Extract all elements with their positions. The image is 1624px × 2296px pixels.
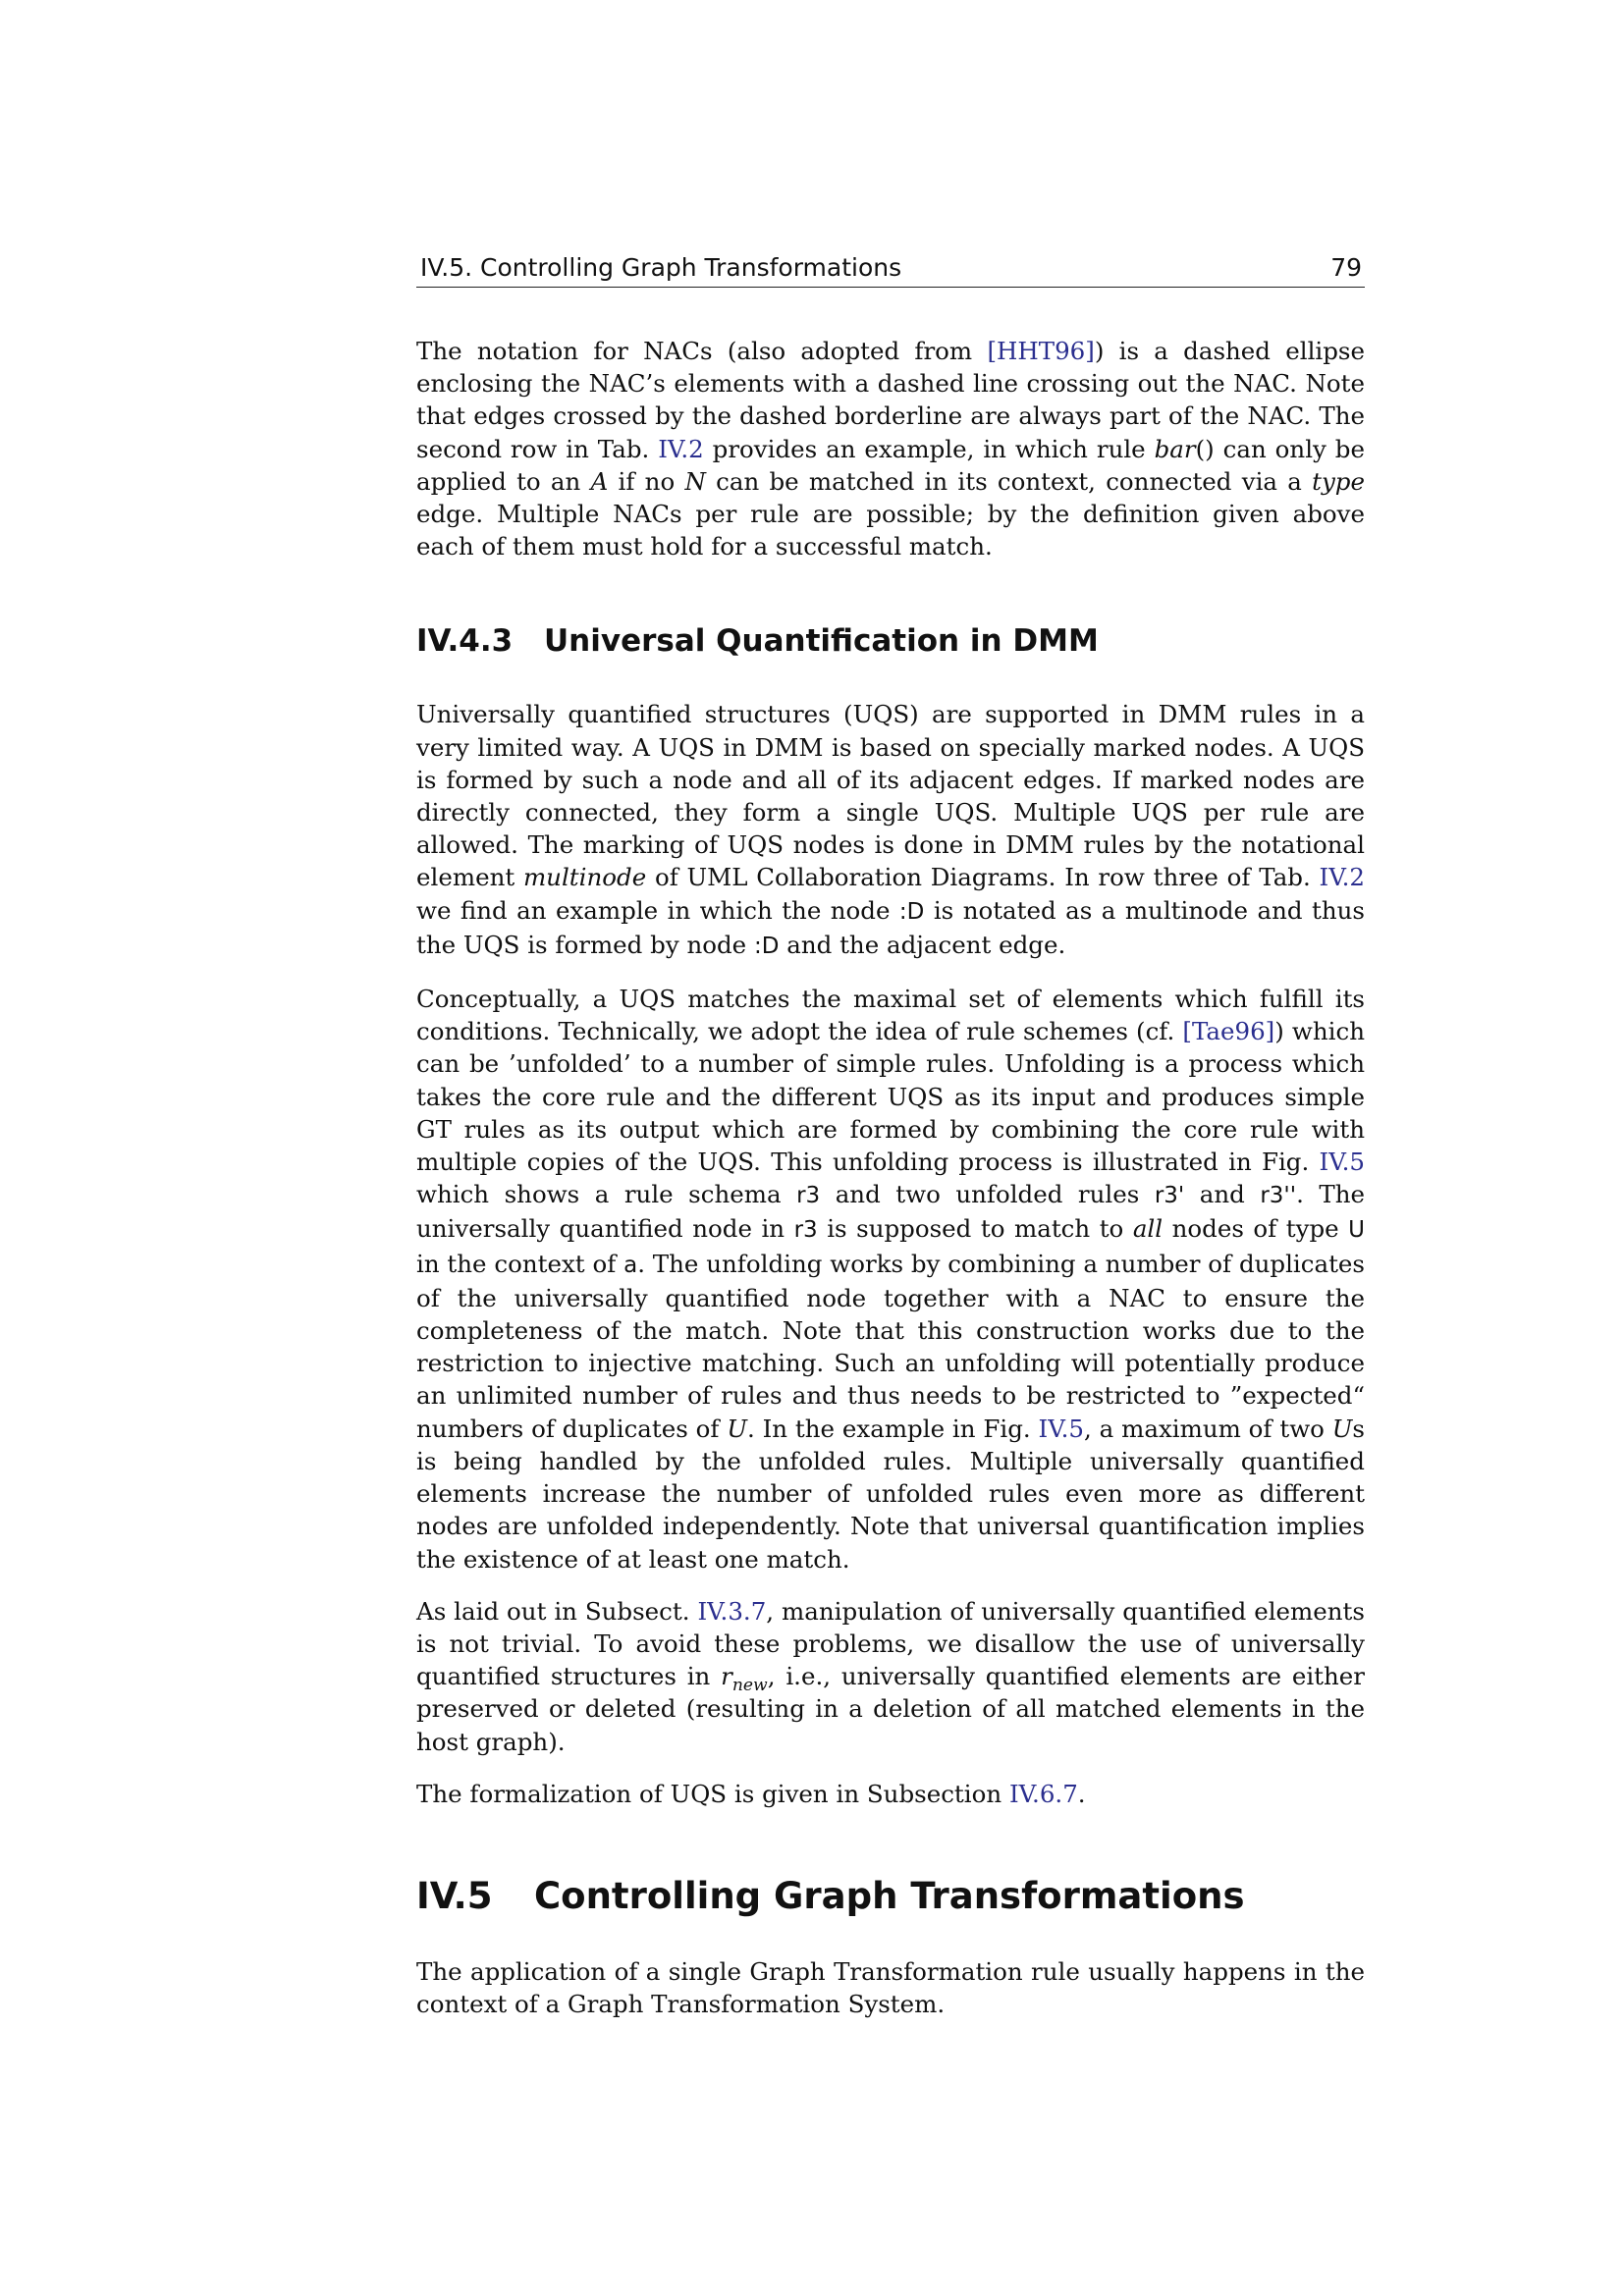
- text-run: is notated as a multinode and thus the UQS is formed by node: [416, 895, 1365, 959]
- math-term: A: [590, 466, 609, 496]
- text-run: , i.e., universally quantified elements are either preserved or deleted (resulting in a deletion of all matched elements in the host graph).: [416, 1662, 1365, 1756]
- text-run: in the context of: [416, 1249, 624, 1278]
- emphasis: all: [1132, 1214, 1164, 1244]
- subsection-heading: [416, 621, 1365, 661]
- paragraph-uqs-intro: [416, 698, 1365, 963]
- code-term: :D: [898, 898, 925, 925]
- code-term: U: [1348, 1217, 1365, 1244]
- citation-link[interactable]: [Tae96]: [1182, 1017, 1275, 1046]
- text-run: The formalization of UQS is given in Subsection: [416, 1779, 1009, 1808]
- math-term: r: [721, 1662, 732, 1691]
- subsection-ref-link[interactable]: IV.3.7: [697, 1596, 767, 1626]
- text-run: s is being handled by the unfolded rules. Multiple universally quantified elements increase the number of unfolded rules even more as different nodes are unfolded independently. Note that universal quantification implies the existence of at least one match.: [416, 1414, 1365, 1574]
- text-run: () can only be applied to an: [416, 434, 1365, 496]
- text-run: and two unfolded rules: [820, 1180, 1155, 1209]
- text-run: and the adjacent edge.: [779, 930, 1066, 959]
- code-term: :D: [753, 933, 780, 959]
- text-run: we find an example in which the node: [416, 895, 899, 925]
- text-run: , a maximum of two: [1084, 1414, 1332, 1443]
- math-term: U: [727, 1414, 747, 1443]
- section-title: Controlling Graph Transformations: [534, 1874, 1245, 1917]
- page-content: [416, 253, 1365, 2020]
- math-term: N: [684, 466, 706, 496]
- paragraph-gt-application: [416, 1955, 1365, 2020]
- section-heading: [416, 1873, 1365, 1920]
- text-run: . In the example in Fig.: [747, 1414, 1039, 1443]
- paragraph-uqs-manipulation: [416, 1595, 1365, 1758]
- text-run: Conceptually, a UQS matches the maximal set of elements which fulfill its conditions. Technically, we adopt the idea of rule schemes (cf.: [416, 985, 1365, 1046]
- figure-ref-link[interactable]: IV.5: [1038, 1414, 1085, 1443]
- text-run: The application of a single Graph Transformation rule usually happens in the context of a Graph Transformation System.: [416, 1956, 1365, 2019]
- text-run: . The universally quantified node in: [416, 1180, 1365, 1244]
- page-number: 79: [1330, 253, 1362, 282]
- subsection-ref-link[interactable]: IV.6.7: [1008, 1779, 1078, 1808]
- figure-ref-link[interactable]: IV.5: [1319, 1148, 1365, 1177]
- text-run: ) is a dashed ellipse enclosing the NAC’s elements with a dashed line crossing out the NAC. Note that edges crossed by the dashed borderline are always part of the NAC. The second row in Tab.: [416, 337, 1365, 463]
- emphasis: multinode: [522, 863, 647, 892]
- text-run: The notation for NACs (also adopted from: [416, 337, 988, 365]
- text-run: which shows a rule schema: [416, 1180, 797, 1209]
- text-run: of UML Collaboration Diagrams. In row three of Tab.: [646, 863, 1320, 892]
- subsection-number: IV.4.3: [416, 623, 514, 660]
- text-run: nodes of type: [1163, 1214, 1349, 1244]
- paragraph-uqs-unfolding: [416, 983, 1365, 1575]
- text-run: provides an example, in which rule: [703, 434, 1155, 463]
- citation-link[interactable]: [HHT96]: [987, 337, 1095, 365]
- text-run: and: [1184, 1180, 1261, 1209]
- code-term: a: [623, 1252, 638, 1278]
- text-run: Universally quantified structures (UQS) are supported in DMM rules in a very limited way. A UQS in DMM is based on specially marked nodes. A UQS is formed by such a node and all of its adjacent edges. If marked nodes are directly connected, they form a single UQS. Multiple UQS per rule are allowed. The marking of UQS nodes is done in DMM rules by the notational element: [416, 700, 1365, 892]
- math-subscript: new: [731, 1676, 768, 1695]
- running-title: IV.5. Controlling Graph Transformations: [420, 253, 902, 282]
- text-run: .: [1077, 1779, 1086, 1808]
- section-number: IV.5: [416, 1874, 493, 1917]
- table-ref-link[interactable]: IV.2: [658, 434, 704, 463]
- code-term: r3: [793, 1217, 818, 1244]
- subsection-title: Universal Quantification in DMM: [544, 623, 1099, 660]
- running-header: [416, 253, 1365, 288]
- emphasis: type: [1312, 466, 1365, 496]
- text-run: , manipulation of universally quantified elements is not trivial. To avoid these problems, we disallow the use of universally quantified structures in: [416, 1596, 1365, 1691]
- paragraph-nac-notation: [416, 335, 1365, 562]
- text-run: if no: [608, 466, 685, 496]
- math-term: U: [1331, 1414, 1353, 1443]
- text-run: can be matched in its context, connected via a: [705, 466, 1313, 496]
- code-term: r3'': [1260, 1183, 1297, 1209]
- table-ref-link[interactable]: IV.2: [1319, 863, 1365, 892]
- text-run: is supposed to match to: [817, 1214, 1133, 1244]
- text-run: . The unfolding works by combining a number of duplicates of the universally quantified node together with a NAC to ensure the completeness of the match. Note that this construction works due to the restriction to injective matching. Such an unfolding will potentially produce an unlimited number of rules and thus needs to be restricted to ”expected“ numbers of duplicates of: [416, 1249, 1366, 1443]
- text-run: edge. Multiple NACs per rule are possible; by the definition given above each of them must hold for a successful match.: [416, 500, 1365, 561]
- math-term: bar: [1154, 434, 1196, 463]
- code-term: r3: [796, 1183, 821, 1209]
- text-run: ) which can be ’unfolded’ to a number of simple rules. Unfolding is a process which takes the core rule and the different UQS as its input and produces simple GT rules as its output which are formed by combining the core rule with multiple copies of the UQS. This unfolding process is illustrated in Fig.: [416, 1017, 1366, 1177]
- paragraph-uqs-formalization: [416, 1778, 1365, 1810]
- code-term: r3': [1154, 1183, 1185, 1209]
- text-run: As laid out in Subsect.: [416, 1596, 698, 1626]
